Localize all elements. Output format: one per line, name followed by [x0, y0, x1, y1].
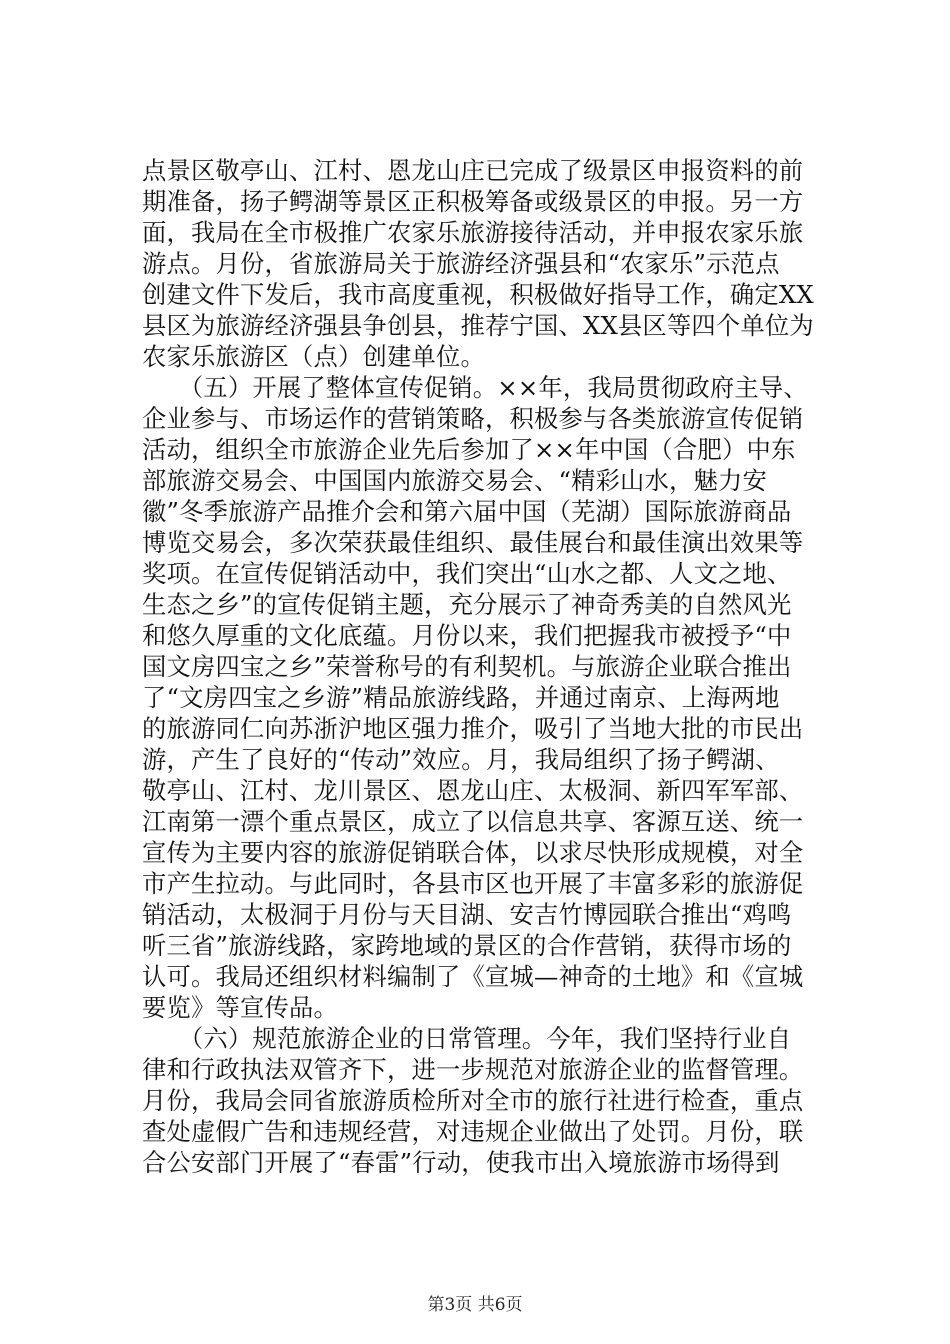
text-line: 期准备，扬子鳄湖等景区正积极筹备或级景区的申报。另一方: [142, 187, 804, 216]
text-line: 市产生拉动。与此同时，各县市区也开展了丰富多彩的旅游促: [142, 869, 804, 898]
body-text: [142, 155, 828, 1178]
text-line: 农家乐旅游区（点）创建单位。: [142, 342, 485, 371]
text-line: 的旅游同仁向苏浙沪地区强力推介，吸引了当地大批的市民出: [142, 714, 804, 743]
text-line: 博览交易会，多次荣获最佳组织、最佳展台和最佳演出效果等: [142, 528, 804, 557]
text-line: 敬亭山、江村、龙川景区、恩龙山庄、太极洞、新四军军部、: [142, 776, 804, 805]
text-line: 了“文房四宝之乡游”精品旅游线路，并通过南京、上海两地: [142, 683, 780, 712]
text-line: 要览》等宣传品。: [142, 993, 338, 1022]
text-line: 查处虚假广告和违规经营，对违规企业做出了处罚。月份，联: [142, 1117, 804, 1146]
text-line: 企业参与、市场运作的营销策略，积极参与各类旅游宣传促销: [142, 404, 804, 433]
text-line: 生态之乡”的宣传促销主题，充分展示了神奇秀美的自然风光: [142, 590, 792, 619]
text-line: 合公安部门开展了“春雷”行动，使我市出入境旅游市场得到: [142, 1148, 780, 1177]
text-line: 国文房四宝之乡”荣誉称号的有利契机。与旅游企业联合推出: [142, 652, 792, 681]
text-line: 县区为旅游经济强县争创县，推荐宁国、XX县区等四个单位为: [142, 311, 814, 340]
text-line: （六）规范旅游企业的日常管理。今年，我们坚持行业自: [142, 1024, 792, 1053]
text-line: 认可。我局还组织材料编制了《宣城—神奇的土地》和《宣城: [142, 962, 804, 991]
text-line: 江南第一漂个重点景区，成立了以信息共享、客源互送、统一: [142, 807, 804, 836]
text-line: 创建文件下发后，我市高度重视，积极做好指导工作，确定XX: [142, 280, 814, 309]
text-line: 游点。月份，省旅游局关于旅游经济强县和“农家乐”示范点: [142, 249, 780, 278]
text-line: 和悠久厚重的文化底蕴。月份以来，我们把握我市被授予“中: [142, 621, 792, 650]
text-line: （五）开展了整体宣传促销。××年，我局贯彻政府主导、: [142, 373, 808, 402]
text-line: 奖项。在宣传促销活动中，我们突出“山水之都、人文之地、: [142, 559, 792, 588]
text-line: 游，产生了良好的“传动”效应。月，我局组织了扬子鳄湖、: [142, 745, 780, 774]
text-line: 宣传为主要内容的旅游促销联合体，以求尽快形成规模，对全: [142, 838, 804, 867]
text-line: 面，我局在全市极推广农家乐旅游接待活动，并申报农家乐旅: [142, 218, 804, 247]
text-line: 律和行政执法双管齐下，进一步规范对旅游企业的监督管理。: [142, 1055, 804, 1084]
text-line: 活动，组织全市旅游企业先后参加了××年中国（合肥）中东: [142, 435, 796, 464]
text-line: 点景区敬亭山、江村、恩龙山庄已完成了级景区申报资料的前: [142, 156, 804, 185]
text-line: 部旅游交易会、中国国内旅游交易会、“精彩山水，魅力安: [142, 466, 768, 495]
text-line: 销活动，太极洞于月份与天目湖、安吉竹博园联合推出“鸡鸣: [142, 900, 792, 929]
text-line: 听三省”旅游线路，家跨地域的景区的合作营销，获得市场的: [142, 931, 792, 960]
text-line: 月份，我局会同省旅游质检所对全市的旅行社进行检查，重点: [142, 1086, 804, 1115]
page-footer: 第3页 共6页: [427, 1295, 523, 1315]
text-line: 徽”冬季旅游产品推介会和第六届中国（芜湖）国际旅游商品: [142, 497, 792, 526]
